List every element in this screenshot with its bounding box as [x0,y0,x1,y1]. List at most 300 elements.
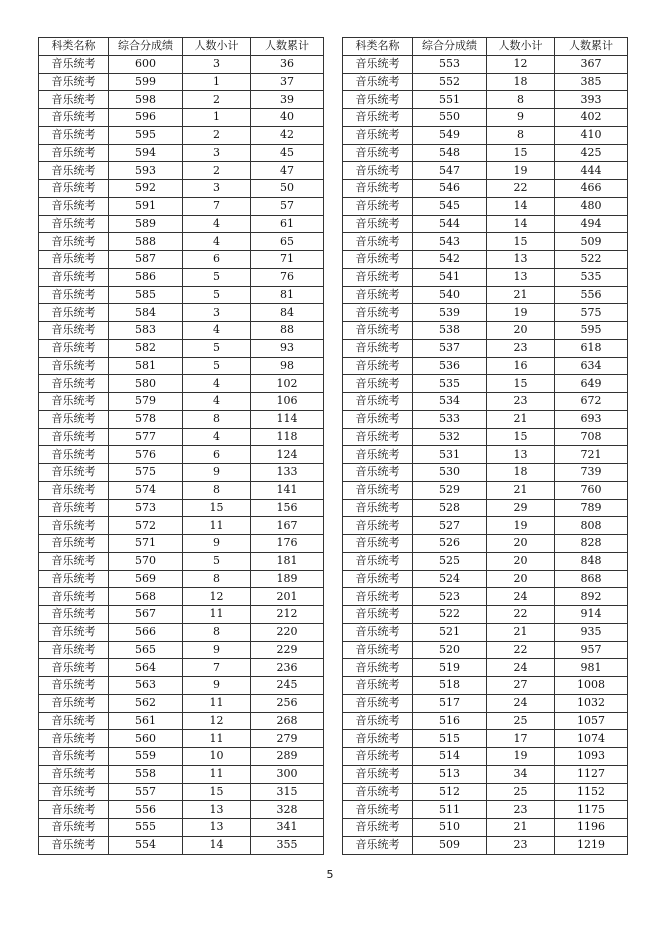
header-score: 综合分成绩 [109,38,183,56]
cell-cumulative: 868 [555,570,628,588]
cell-score: 595 [109,126,183,144]
table-row [39,215,324,233]
cell-score: 562 [109,694,183,712]
cell-count: 24 [487,694,555,712]
cell-score: 563 [109,677,183,695]
cell-category: 音乐统考 [343,606,413,624]
table-row [343,783,628,801]
table-row [39,446,324,464]
table-row [343,162,628,180]
table-row [343,623,628,641]
cell-score: 564 [109,659,183,677]
header-count: 人数小计 [183,38,251,56]
header-category: 科类名称 [39,38,109,56]
cell-score: 516 [413,712,487,730]
cell-category: 音乐统考 [39,694,109,712]
cell-cumulative: 124 [251,446,324,464]
cell-cumulative: 892 [555,588,628,606]
cell-category: 音乐统考 [343,162,413,180]
table-row [39,659,324,677]
cell-cumulative: 167 [251,517,324,535]
cell-count: 12 [183,712,251,730]
cell-count: 23 [487,836,555,854]
cell-cumulative: 1032 [555,694,628,712]
table-row [39,730,324,748]
cell-count: 14 [183,836,251,854]
cell-cumulative: 595 [555,322,628,340]
table-row [39,677,324,695]
cell-category: 音乐统考 [343,677,413,695]
cell-cumulative: 848 [555,552,628,570]
cell-count: 11 [183,517,251,535]
cell-count: 8 [183,410,251,428]
table-row [343,197,628,215]
cell-category: 音乐统考 [39,588,109,606]
cell-count: 15 [183,499,251,517]
cell-count: 23 [487,801,555,819]
table-row [343,446,628,464]
table-row [343,730,628,748]
cell-cumulative: 315 [251,783,324,801]
table-row [343,801,628,819]
cell-count: 3 [183,180,251,198]
table-row [39,588,324,606]
cell-count: 24 [487,588,555,606]
cell-category: 音乐统考 [343,304,413,322]
cell-count: 5 [183,357,251,375]
table-row [343,588,628,606]
cell-score: 583 [109,322,183,340]
cell-count: 6 [183,251,251,269]
cell-count: 4 [183,233,251,251]
cell-cumulative: 1196 [555,819,628,837]
table-row [39,55,324,73]
cell-count: 25 [487,712,555,730]
cell-cumulative: 71 [251,251,324,269]
cell-score: 529 [413,481,487,499]
cell-count: 4 [183,393,251,411]
cell-count: 3 [183,304,251,322]
cell-score: 589 [109,215,183,233]
cell-score: 518 [413,677,487,695]
cell-cumulative: 618 [555,339,628,357]
cell-count: 13 [183,819,251,837]
table-row [343,109,628,127]
cell-category: 音乐统考 [39,215,109,233]
cell-score: 556 [109,801,183,819]
cell-category: 音乐统考 [343,233,413,251]
cell-count: 12 [487,55,555,73]
table-row [343,836,628,854]
cell-category: 音乐统考 [343,446,413,464]
table-row [343,91,628,109]
cell-score: 509 [413,836,487,854]
cell-cumulative: 176 [251,535,324,553]
cell-category: 音乐统考 [343,499,413,517]
cell-score: 557 [109,783,183,801]
header-row [343,38,628,56]
cell-count: 6 [183,446,251,464]
cell-cumulative: 341 [251,819,324,837]
table-row [343,535,628,553]
table-row [343,304,628,322]
cell-category: 音乐统考 [39,251,109,269]
cell-count: 7 [183,197,251,215]
cell-score: 528 [413,499,487,517]
cell-cumulative: 256 [251,694,324,712]
cell-score: 567 [109,606,183,624]
cell-category: 音乐统考 [343,144,413,162]
cell-cumulative: 118 [251,428,324,446]
cell-cumulative: 47 [251,162,324,180]
cell-count: 24 [487,659,555,677]
cell-cumulative: 1093 [555,748,628,766]
cell-category: 音乐统考 [39,410,109,428]
cell-count: 25 [487,783,555,801]
cell-category: 音乐统考 [343,464,413,482]
cell-score: 593 [109,162,183,180]
cell-category: 音乐统考 [39,286,109,304]
cell-category: 音乐统考 [343,481,413,499]
cell-category: 音乐统考 [343,73,413,91]
cell-count: 22 [487,606,555,624]
table-row [39,268,324,286]
cell-cumulative: 220 [251,623,324,641]
cell-cumulative: 229 [251,641,324,659]
cell-score: 540 [413,286,487,304]
cell-count: 3 [183,144,251,162]
table-row [343,606,628,624]
cell-score: 569 [109,570,183,588]
cell-category: 音乐统考 [39,570,109,588]
table-row [343,393,628,411]
cell-score: 553 [413,55,487,73]
cell-count: 8 [183,570,251,588]
cell-score: 599 [109,73,183,91]
cell-category: 音乐统考 [39,606,109,624]
cell-cumulative: 50 [251,180,324,198]
cell-cumulative: 1127 [555,765,628,783]
cell-category: 音乐统考 [39,481,109,499]
cell-cumulative: 236 [251,659,324,677]
cell-category: 音乐统考 [39,677,109,695]
cell-count: 21 [487,623,555,641]
cell-category: 音乐统考 [39,836,109,854]
table-row [343,677,628,695]
cell-cumulative: 393 [555,91,628,109]
cell-category: 音乐统考 [343,588,413,606]
cell-category: 音乐统考 [343,286,413,304]
cell-count: 1 [183,73,251,91]
cell-cumulative: 693 [555,410,628,428]
table-row [343,428,628,446]
table-row [39,641,324,659]
table-row [343,180,628,198]
cell-score: 551 [413,91,487,109]
table-row [39,286,324,304]
cell-cumulative: 444 [555,162,628,180]
table-row [343,322,628,340]
cell-cumulative: 649 [555,375,628,393]
cell-cumulative: 466 [555,180,628,198]
cell-score: 581 [109,357,183,375]
cell-category: 音乐统考 [343,836,413,854]
cell-category: 音乐统考 [39,73,109,91]
table-row [39,552,324,570]
cell-cumulative: 1219 [555,836,628,854]
table-row [343,464,628,482]
cell-score: 547 [413,162,487,180]
cell-score: 585 [109,286,183,304]
cell-count: 21 [487,286,555,304]
cell-score: 535 [413,375,487,393]
cell-category: 音乐统考 [39,55,109,73]
cell-cumulative: 65 [251,233,324,251]
table-row [39,606,324,624]
cell-count: 5 [183,286,251,304]
cell-score: 561 [109,712,183,730]
cell-score: 514 [413,748,487,766]
cell-count: 29 [487,499,555,517]
cell-count: 34 [487,765,555,783]
cell-count: 15 [487,144,555,162]
header-cumulative: 人数累计 [251,38,324,56]
cell-cumulative: 61 [251,215,324,233]
cell-count: 14 [487,197,555,215]
cell-cumulative: 634 [555,357,628,375]
cell-category: 音乐统考 [343,268,413,286]
cell-count: 19 [487,162,555,180]
table-row [343,339,628,357]
cell-cumulative: 708 [555,428,628,446]
table-row [343,251,628,269]
cell-cumulative: 760 [555,481,628,499]
cell-count: 2 [183,126,251,144]
cell-cumulative: 385 [555,73,628,91]
cell-score: 536 [413,357,487,375]
cell-cumulative: 1152 [555,783,628,801]
header-row [39,38,324,56]
cell-score: 559 [109,748,183,766]
cell-category: 音乐统考 [39,748,109,766]
cell-score: 531 [413,446,487,464]
cell-cumulative: 189 [251,570,324,588]
cell-category: 音乐统考 [39,499,109,517]
table-row [39,197,324,215]
cell-score: 596 [109,109,183,127]
cell-count: 8 [183,623,251,641]
cell-score: 546 [413,180,487,198]
table-row [39,712,324,730]
cell-score: 549 [413,126,487,144]
cell-cumulative: 279 [251,730,324,748]
cell-cumulative: 672 [555,393,628,411]
cell-category: 音乐统考 [343,322,413,340]
cell-category: 音乐统考 [343,712,413,730]
cell-score: 544 [413,215,487,233]
cell-count: 20 [487,552,555,570]
cell-category: 音乐统考 [39,393,109,411]
cell-count: 21 [487,819,555,837]
cell-count: 15 [487,375,555,393]
table-row [343,268,628,286]
cell-count: 4 [183,375,251,393]
cell-score: 522 [413,606,487,624]
page-number: 5 [326,868,334,881]
cell-score: 511 [413,801,487,819]
cell-count: 20 [487,570,555,588]
table-row [343,570,628,588]
cell-count: 20 [487,322,555,340]
cell-count: 13 [183,801,251,819]
cell-count: 11 [183,730,251,748]
table-row [39,765,324,783]
table-row [39,410,324,428]
table-row [39,517,324,535]
cell-score: 578 [109,410,183,428]
cell-score: 513 [413,765,487,783]
cell-cumulative: 212 [251,606,324,624]
cell-category: 音乐统考 [343,748,413,766]
cell-category: 音乐统考 [343,126,413,144]
cell-count: 23 [487,393,555,411]
cell-cumulative: 300 [251,765,324,783]
cell-score: 542 [413,251,487,269]
cell-cumulative: 98 [251,357,324,375]
cell-cumulative: 1175 [555,801,628,819]
cell-count: 16 [487,357,555,375]
cell-cumulative: 156 [251,499,324,517]
table-row [39,162,324,180]
cell-count: 1 [183,109,251,127]
cell-score: 560 [109,730,183,748]
table-row [343,481,628,499]
cell-category: 音乐统考 [39,641,109,659]
cell-score: 579 [109,393,183,411]
cell-count: 19 [487,748,555,766]
cell-category: 音乐统考 [39,180,109,198]
cell-category: 音乐统考 [343,801,413,819]
cell-category: 音乐统考 [39,535,109,553]
cell-cumulative: 88 [251,322,324,340]
cell-score: 537 [413,339,487,357]
cell-count: 13 [487,268,555,286]
cell-score: 534 [413,393,487,411]
cell-cumulative: 494 [555,215,628,233]
cell-count: 19 [487,517,555,535]
cell-score: 515 [413,730,487,748]
cell-category: 音乐统考 [343,251,413,269]
cell-category: 音乐统考 [343,552,413,570]
header-count: 人数小计 [487,38,555,56]
cell-count: 10 [183,748,251,766]
cell-count: 4 [183,428,251,446]
cell-cumulative: 102 [251,375,324,393]
table-row [39,570,324,588]
cell-category: 音乐统考 [39,268,109,286]
score-table-right [342,37,628,855]
cell-count: 9 [183,535,251,553]
cell-score: 586 [109,268,183,286]
cell-category: 音乐统考 [39,304,109,322]
table-row [39,499,324,517]
cell-cumulative: 268 [251,712,324,730]
cell-category: 音乐统考 [39,623,109,641]
cell-score: 526 [413,535,487,553]
cell-category: 音乐统考 [39,233,109,251]
cell-score: 558 [109,765,183,783]
cell-category: 音乐统考 [39,162,109,180]
cell-category: 音乐统考 [343,197,413,215]
table-row [39,304,324,322]
cell-cumulative: 245 [251,677,324,695]
table-row [39,393,324,411]
table-row [39,322,324,340]
table-row [343,410,628,428]
table-row [39,819,324,837]
cell-score: 524 [413,570,487,588]
table-row [39,339,324,357]
cell-cumulative: 425 [555,144,628,162]
cell-count: 15 [183,783,251,801]
cell-category: 音乐统考 [343,375,413,393]
cell-count: 15 [487,233,555,251]
cell-category: 音乐统考 [39,126,109,144]
cell-score: 532 [413,428,487,446]
table-row [39,783,324,801]
cell-score: 565 [109,641,183,659]
cell-category: 音乐统考 [39,783,109,801]
header-cumulative: 人数累计 [555,38,628,56]
header-score: 综合分成绩 [413,38,487,56]
table-row [343,55,628,73]
cell-count: 5 [183,268,251,286]
table-row [39,109,324,127]
cell-score: 520 [413,641,487,659]
cell-cumulative: 410 [555,126,628,144]
cell-score: 591 [109,197,183,215]
cell-cumulative: 509 [555,233,628,251]
cell-cumulative: 480 [555,197,628,215]
cell-score: 512 [413,783,487,801]
cell-category: 音乐统考 [39,730,109,748]
table-row [39,428,324,446]
cell-score: 575 [109,464,183,482]
cell-score: 517 [413,694,487,712]
table-row [343,233,628,251]
cell-cumulative: 133 [251,464,324,482]
table-row [39,91,324,109]
table-row [343,765,628,783]
table-row [39,251,324,269]
table-row [39,233,324,251]
cell-category: 音乐统考 [39,322,109,340]
cell-category: 音乐统考 [343,819,413,837]
table-row [343,375,628,393]
table-row [39,535,324,553]
cell-score: 525 [413,552,487,570]
cell-cumulative: 935 [555,623,628,641]
header-category: 科类名称 [343,38,413,56]
cell-count: 19 [487,304,555,322]
cell-category: 音乐统考 [343,55,413,73]
table-row [343,712,628,730]
cell-score: 577 [109,428,183,446]
table-row [39,375,324,393]
cell-score: 574 [109,481,183,499]
cell-count: 11 [183,606,251,624]
table-row [343,552,628,570]
